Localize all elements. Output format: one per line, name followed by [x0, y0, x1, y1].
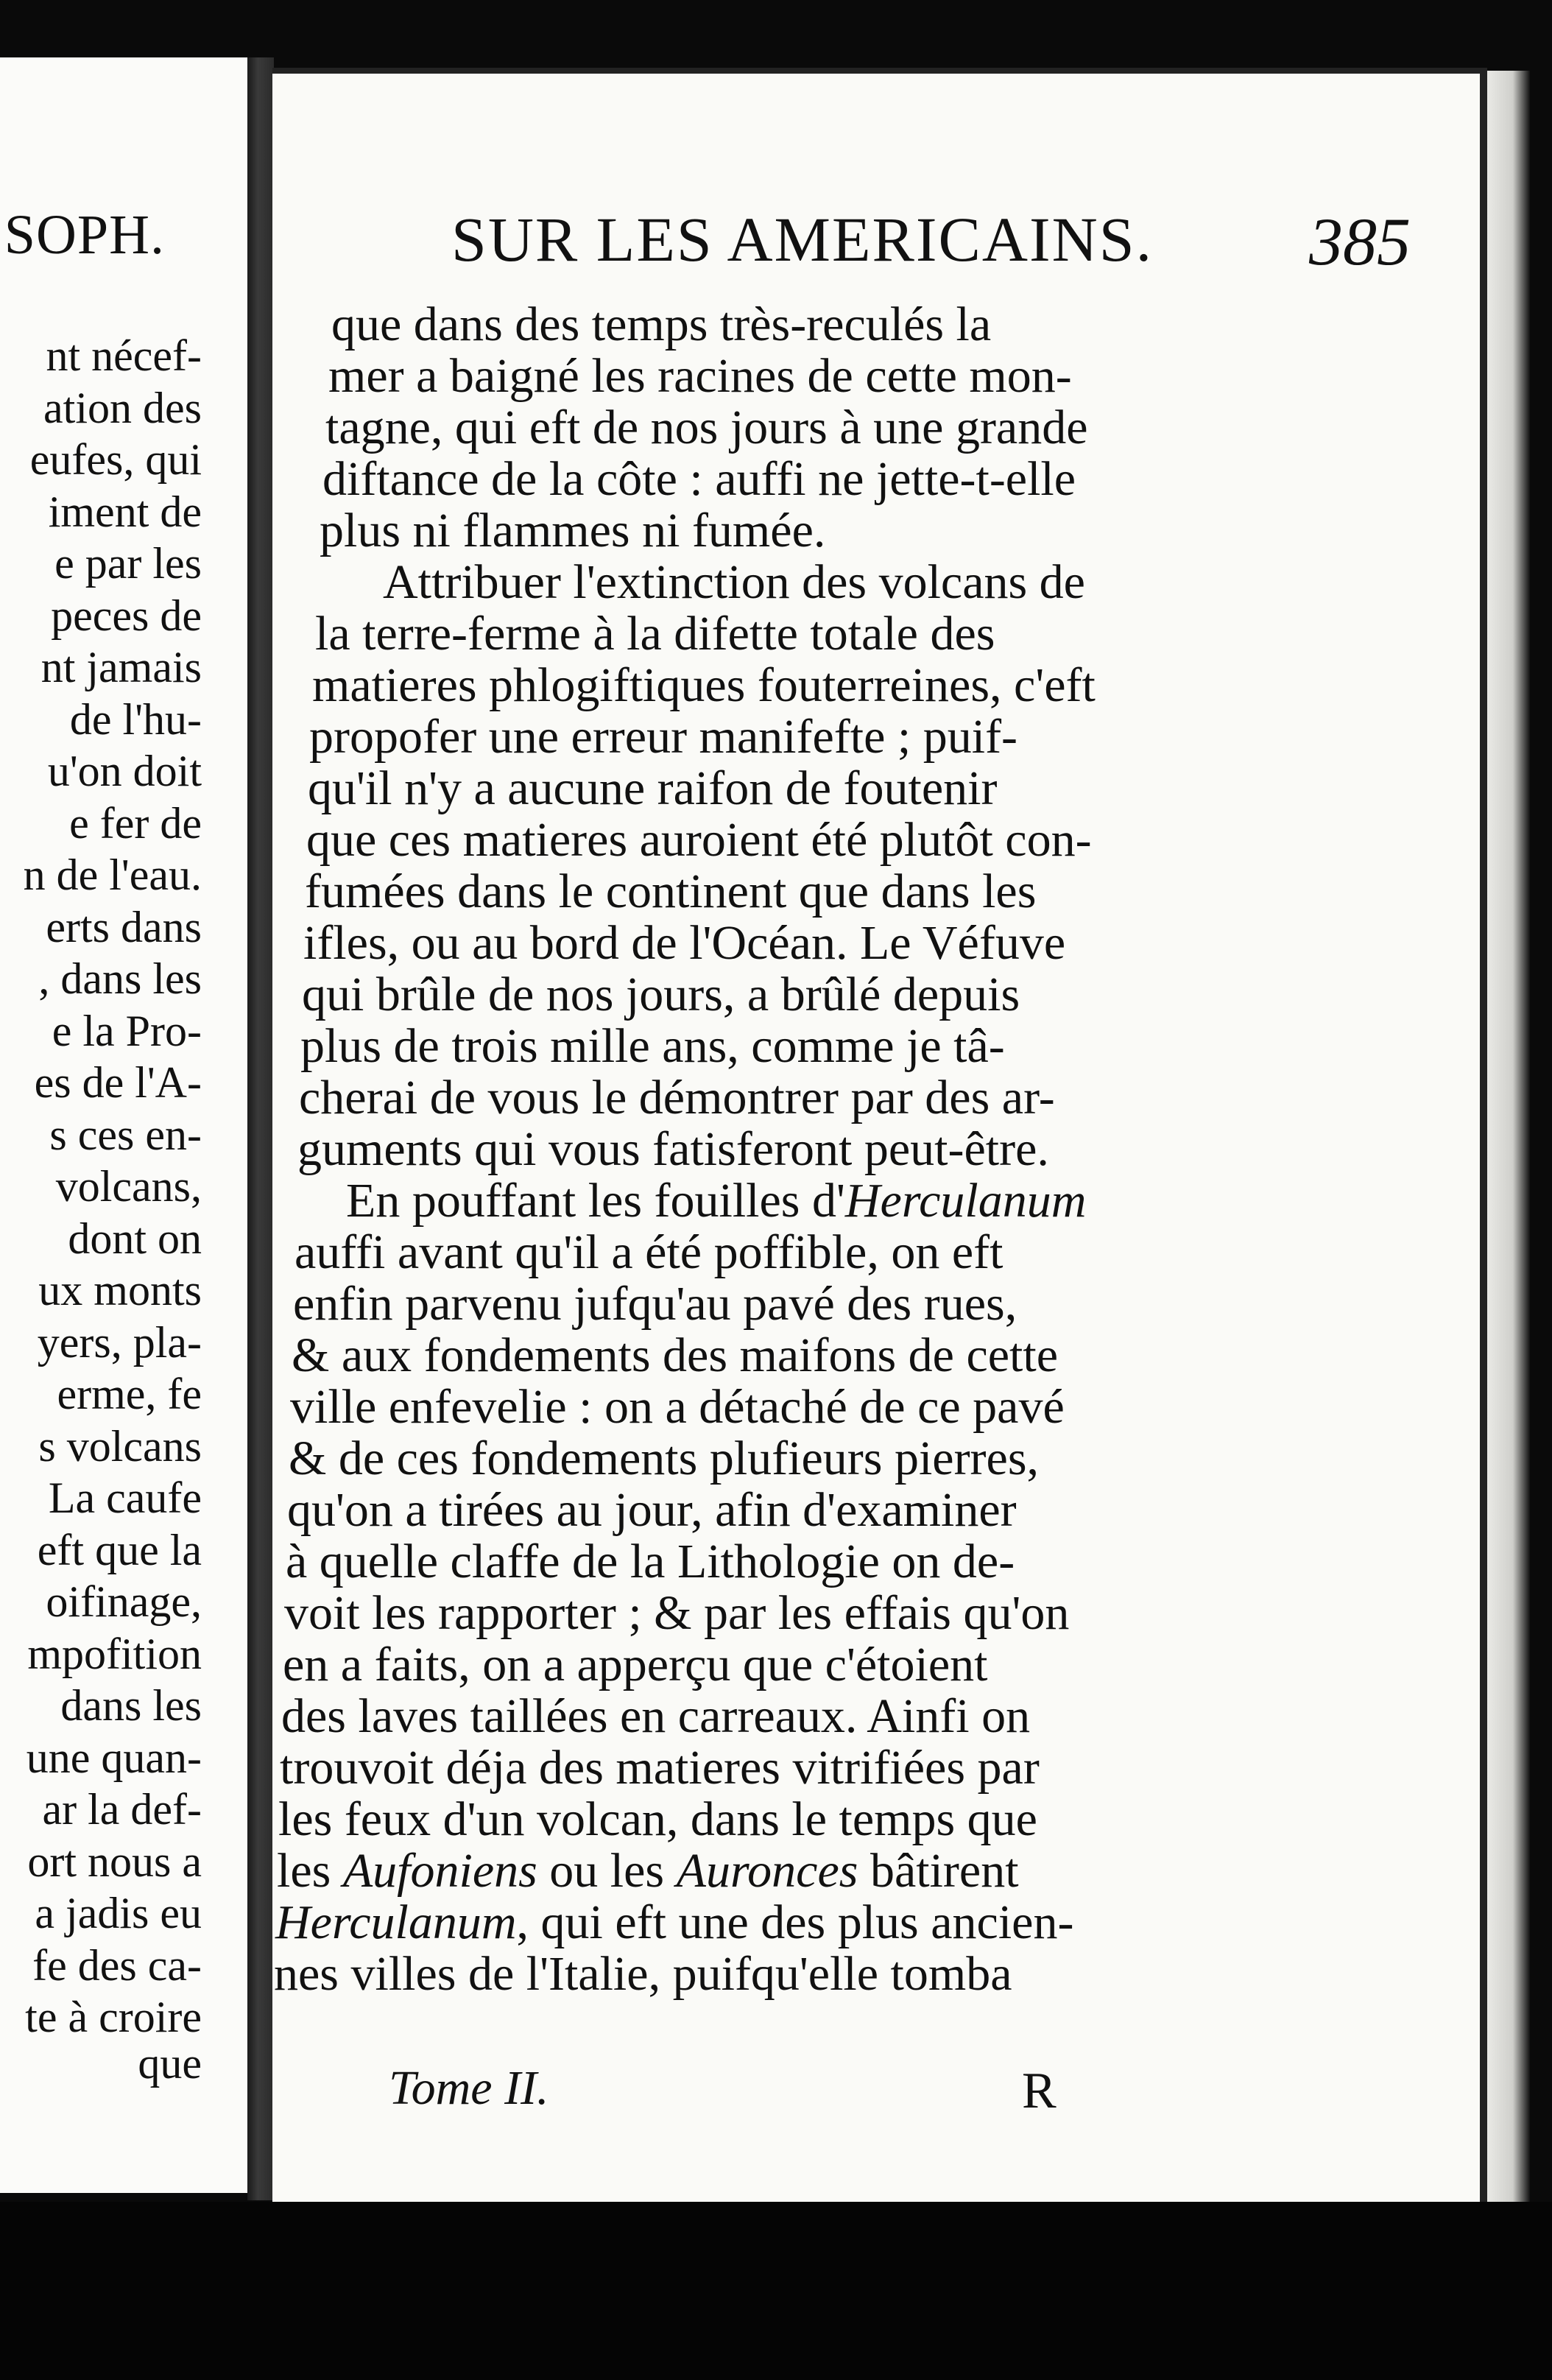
- page-number: 385: [1309, 204, 1411, 279]
- text-line: qui brûle de nos jours, a brûlé depuis: [302, 968, 1020, 1021]
- text-line: trouvoit déja des matieres vitrifiées par: [280, 1741, 1040, 1795]
- text-line: la terre-ferme à la difette totale des: [315, 607, 995, 661]
- text-line: plus de trois mille ans, comme je tâ-: [300, 1019, 1005, 1073]
- text-run: bâtirent: [858, 1844, 1019, 1898]
- left-line: oifinage,: [46, 1577, 202, 1626]
- text-line: des laves taillées en carreaux. Ainfi on: [281, 1689, 1031, 1743]
- text-line: diftance de la côte : auffi ne jette-t-elle: [322, 452, 1076, 506]
- left-line: n de l'eau.: [23, 851, 202, 899]
- text-line: cherai de vous le démontrer par des ar-: [299, 1071, 1055, 1124]
- left-line: ar la def-: [42, 1785, 202, 1834]
- left-line: dont on: [68, 1214, 202, 1263]
- text-line: plus ni flammes ni fumée.: [320, 504, 826, 557]
- text-line: [346, 1175, 1086, 1228]
- page-edge: [1487, 71, 1530, 2202]
- text-line: qu'on a tirées au jour, afin d'examiner: [287, 1483, 1017, 1537]
- text-run: , qui eft une des plus ancien-: [516, 1895, 1074, 1949]
- left-line: dans les: [60, 1681, 202, 1730]
- left-line: a jadis eu: [35, 1889, 202, 1937]
- book-gutter: [247, 57, 274, 2200]
- left-text-column: [0, 330, 202, 2043]
- text-line: fumées dans le continent que dans les: [305, 865, 1037, 918]
- text-line: enfin parvenu jufqu'au pavé des rues,: [293, 1277, 1017, 1331]
- text-line: Attribuer l'extinction des volcans de: [383, 555, 1085, 609]
- left-line: s ces en-: [49, 1110, 202, 1159]
- scan-background: [0, 2202, 1552, 2380]
- text-line: en a faits, on a apperçu que c'étoient: [283, 1638, 988, 1691]
- text-line: ifles, ou au bord de l'Océan. Le Véfuve: [303, 916, 1066, 970]
- text-line: matieres phlogiftiques fouterreines, c'eft: [312, 658, 1096, 712]
- left-line: s volcans: [38, 1421, 202, 1471]
- italic-word: Auronces: [676, 1844, 858, 1898]
- left-line: e la Pro-: [52, 1006, 202, 1055]
- left-line: u'on doit: [47, 747, 202, 795]
- left-line: de l'hu-: [69, 694, 202, 744]
- text-line: que dans des temps très-reculés la: [331, 298, 992, 351]
- text-line: tagne, qui eft de nos jours à une grande: [325, 401, 1088, 454]
- left-line: une quan-: [26, 1733, 202, 1782]
- left-line: eft que la: [37, 1525, 202, 1574]
- left-line: ation des: [43, 383, 202, 432]
- left-catchword: que: [138, 2039, 202, 2088]
- left-line: mpofition: [27, 1629, 202, 1678]
- left-line: es de l'A-: [34, 1058, 202, 1107]
- text-line: ville enfevelie : on a détaché de ce pavé: [290, 1380, 1065, 1434]
- left-line: nt nécef-: [46, 331, 202, 380]
- text-line: & aux fondements des maifons de cette: [292, 1328, 1059, 1382]
- text-line: propofer une erreur manifefte ; puif-: [309, 710, 1018, 764]
- text-line: qu'il n'y a aucune raifon de foutenir: [308, 761, 998, 815]
- right-page: [272, 68, 1487, 2202]
- text-run: En pouffant les fouilles d': [346, 1174, 845, 1228]
- text-line: mer a baigné les racines de cette mon-: [328, 349, 1072, 403]
- text-line: les feux d'un volcan, dans le temps que: [278, 1792, 1037, 1846]
- left-line: te à croire: [25, 1993, 202, 2041]
- running-title: SUR LES AMERICAINS.: [451, 204, 1154, 275]
- left-line: e par les: [54, 539, 202, 588]
- text-line: & de ces fondements plufieurs pierres,: [289, 1432, 1040, 1485]
- text-line: nes villes de l'Italie, puifqu'elle tomba: [274, 1947, 1012, 2001]
- text-run: les: [277, 1844, 343, 1898]
- text-line: voit les rapporter ; & par les effais qu'on: [284, 1586, 1070, 1640]
- left-line: ort nous a: [27, 1837, 202, 1886]
- text-line: guments qui vous fatisferont peut-être.: [297, 1122, 1049, 1176]
- text-line: à quelle claffe de la Lithologie on de-: [286, 1535, 1015, 1588]
- left-line: , dans les: [38, 954, 202, 1003]
- text-line: que ces matieres auroient été plutôt con-: [306, 813, 1092, 867]
- text-line: auffi avant qu'il a été poffible, on eft: [294, 1225, 1003, 1279]
- left-page: [0, 57, 252, 2193]
- italic-word: Herculanum: [275, 1895, 517, 1949]
- italic-word: Herculanum: [844, 1174, 1087, 1228]
- left-line: La caufe: [48, 1474, 202, 1522]
- signature: Tome II.: [389, 2061, 549, 2115]
- text-line: [277, 1845, 1019, 1898]
- text-line: [275, 1896, 1073, 1949]
- left-line: e fer de: [69, 798, 202, 848]
- running-head: [451, 203, 1489, 279]
- left-line: eufes, qui: [29, 435, 202, 484]
- text-run: ou les: [537, 1844, 677, 1898]
- left-line: iment de: [48, 487, 202, 536]
- left-line: erts dans: [46, 902, 202, 951]
- left-line: ux monts: [38, 1266, 202, 1314]
- signature-mark: R: [1022, 2063, 1057, 2119]
- left-line: fe des ca-: [32, 1940, 202, 1990]
- left-line: volcans,: [55, 1162, 202, 1211]
- left-running-head: SOPH.: [4, 204, 165, 266]
- left-line: nt jamais: [40, 643, 202, 691]
- italic-word: Aufoniens: [342, 1844, 537, 1898]
- left-line: peces de: [51, 591, 202, 640]
- left-line: yers, pla-: [37, 1317, 202, 1367]
- left-line: erme, fe: [57, 1370, 202, 1418]
